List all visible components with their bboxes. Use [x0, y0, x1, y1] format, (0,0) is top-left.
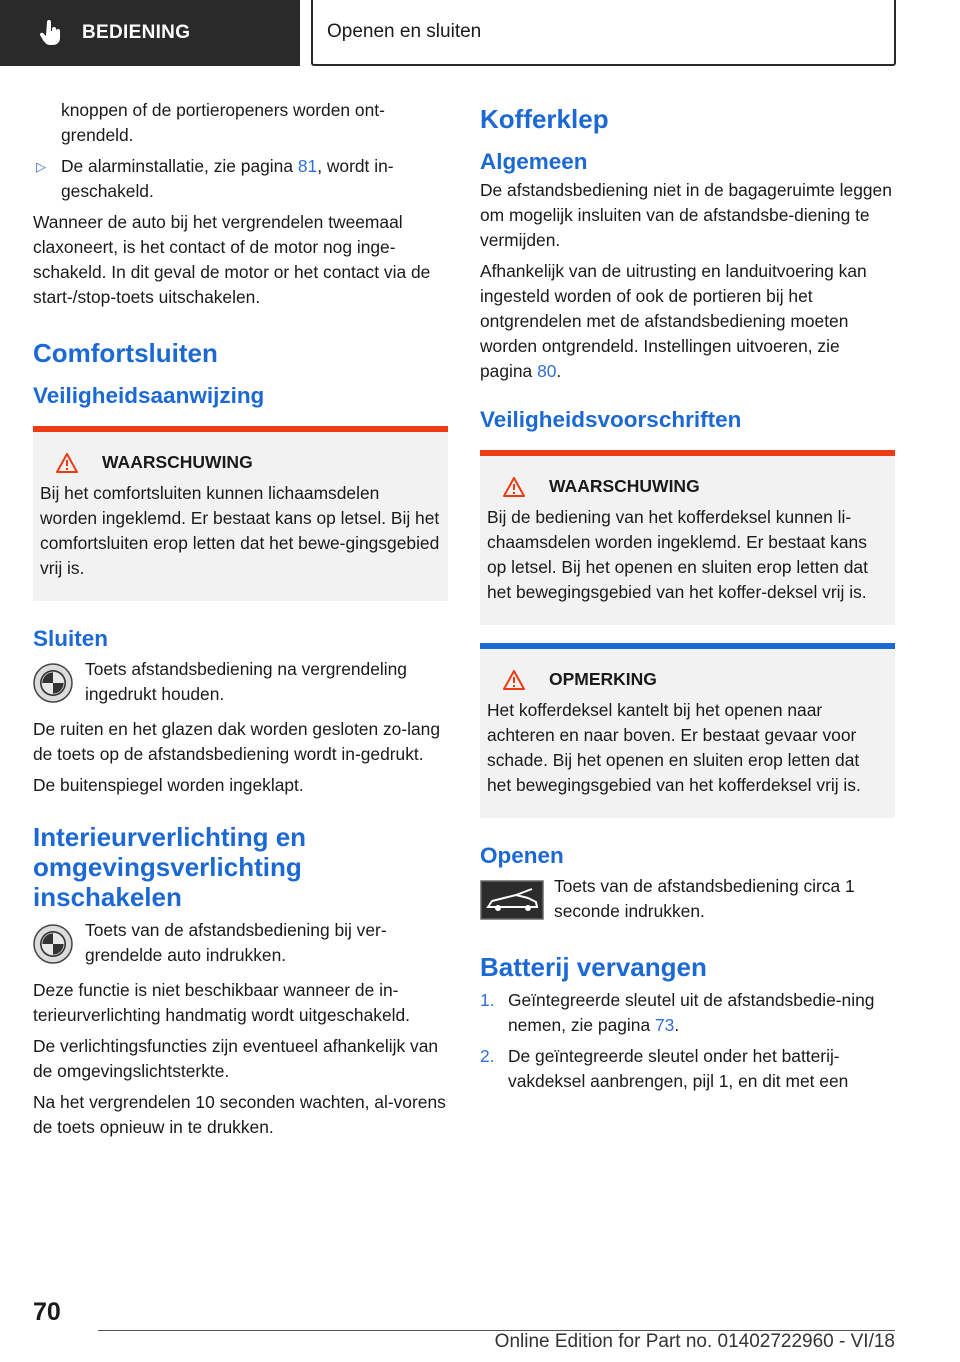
heading-openen: Openen [480, 843, 564, 868]
page-link-80[interactable]: 80 [537, 361, 557, 381]
paragraph: Na het vergrendelen 10 seconden wachten, al-vorens de toets opnieuw in te drukken. [33, 1092, 446, 1137]
edition-text: Online Edition for Part no. 01402722960 - VI/18 [494, 1331, 895, 1352]
step-text: De geïntegreerde sleutel onder het batterij-vakdeksel aanbrengen, pijl 1, en dit met een [508, 1046, 849, 1091]
trunk-button-icon [480, 880, 544, 920]
key-instruction [480, 874, 895, 924]
warning-title: WAARSCHUWING [40, 452, 440, 473]
bmw-lock-button-icon [33, 663, 73, 703]
warning-title: WAARSCHUWING [487, 476, 887, 497]
triangle-bullet-icon: ▷ [36, 159, 46, 174]
page-link-73[interactable]: 73 [654, 1015, 675, 1035]
bullet-continuation: knoppen of de portieropeners worden ont-grendeld. [61, 100, 385, 145]
paragraph: Deze functie is niet beschikbaar wanneer de in-terieurverlichting handmatig wordt uitgeschakeld. [33, 980, 410, 1025]
step-text: Geïntegreerde sleutel uit de afstandsbedie-ning nemen, zie pagina 73. [508, 990, 875, 1035]
step-number: 2. [480, 1046, 495, 1066]
page-header [0, 0, 960, 66]
list-item-text: De alarminstallatie, zie pagina 81, wordt in-geschakeld. [61, 156, 394, 201]
note-title: OPMERKING [487, 669, 887, 690]
instruction-text: Toets van de afstandsbediening bij ver-grendelde auto indrukken. [85, 920, 387, 965]
paragraph: De ruiten en het glazen dak worden gesloten zo-lang de toets op de afstandsbediening wordt in-gedrukt. [33, 719, 441, 764]
list-item [480, 988, 895, 1038]
note-box [480, 643, 895, 818]
right-column [480, 98, 895, 1100]
warning-triangle-icon [503, 670, 525, 690]
paragraph: De afstandsbediening niet in de bagageruimte leggen om mogelijk insluiten van de afstandsbe-diening te vermijden. [480, 180, 892, 250]
bmw-lock-button-icon [33, 924, 73, 964]
key-instruction [33, 918, 448, 968]
instruction-text: Toets afstandsbediening na vergrendeling ingedrukt houden. [85, 659, 407, 704]
list-item [33, 154, 448, 204]
heading-veiligheidsaanwijzing: Veiligheidsaanwijzing [33, 383, 265, 408]
section-tab [0, 0, 300, 66]
heading-interieurverlichting: Interieurverlichting en omgevingsverlichting inschakelen [33, 822, 307, 912]
paragraph: De verlichtingsfuncties zijn eventueel afhankelijk van de omgevingslichtsterkte. [33, 1036, 439, 1081]
paragraph: Wanneer de auto bij het vergrendelen tweemaal claxoneert, is het contact of de motor nog inge-schakeld. In dit geval de motor or het contact via de start-/stop-toets uitschakelen. [33, 212, 431, 307]
warning-triangle-icon [56, 453, 78, 473]
left-column [33, 98, 448, 1146]
heading-batterij-vervangen: Batterij vervangen [480, 952, 707, 982]
heading-sluiten: Sluiten [33, 626, 109, 651]
heading-algemeen: Algemeen [480, 149, 588, 174]
warning-box [33, 426, 448, 601]
warning-triangle-icon [503, 477, 525, 497]
page-number: 70 [33, 1298, 61, 1326]
chapter-title: Openen en sluiten [311, 0, 896, 66]
heading-comfortsluiten: Comfortsluiten [33, 338, 218, 368]
paragraph: Afhankelijk van de uitrusting en landuitvoering kan ingesteld worden of ook de portieren bij het ontgrendelen met de afstandsbediening moeten worden ontgrendeld. Instellingen uitvoeren, zie pagina 80. [480, 261, 867, 381]
paragraph: De buitenspiegel worden ingeklapt. [33, 775, 304, 795]
warning-text: Bij de bediening van het kofferdeksel kunnen li-chaamsdelen worden ingeklemd. Er bestaat kans op letsel. Bij het openen en sluiten erop letten dat het bewegingsgebied van het koffer-deksel vrij is. [487, 507, 868, 602]
warning-text: Bij het comfortsluiten kunnen lichaamsdelen worden ingeklemd. Er bestaat kans op letsel. Bij het comfortsluiten erop letten dat het bewe-gingsgebied vrij is. [40, 483, 440, 578]
step-number: 1. [480, 990, 495, 1010]
heading-kofferklep: Kofferklep [480, 104, 609, 134]
page-link-81[interactable]: 81 [297, 156, 318, 176]
heading-veiligheidsvoorschriften: Veiligheidsvoorschriften [480, 407, 742, 432]
key-instruction [33, 657, 448, 707]
list-item [480, 1044, 895, 1094]
warning-box [480, 450, 895, 625]
section-label: BEDIENING [82, 22, 191, 43]
hand-pointer-icon [40, 20, 62, 46]
instruction-text: Toets van de afstandsbediening circa 1 seconde indrukken. [554, 876, 855, 921]
note-text: Het kofferdeksel kantelt bij het openen naar achteren en naar boven. Er bestaat gevaar voor schade. Bij het openen en sluiten erop letten dat het bewegingsgebied van het kofferdeksel vrij is. [487, 700, 861, 795]
